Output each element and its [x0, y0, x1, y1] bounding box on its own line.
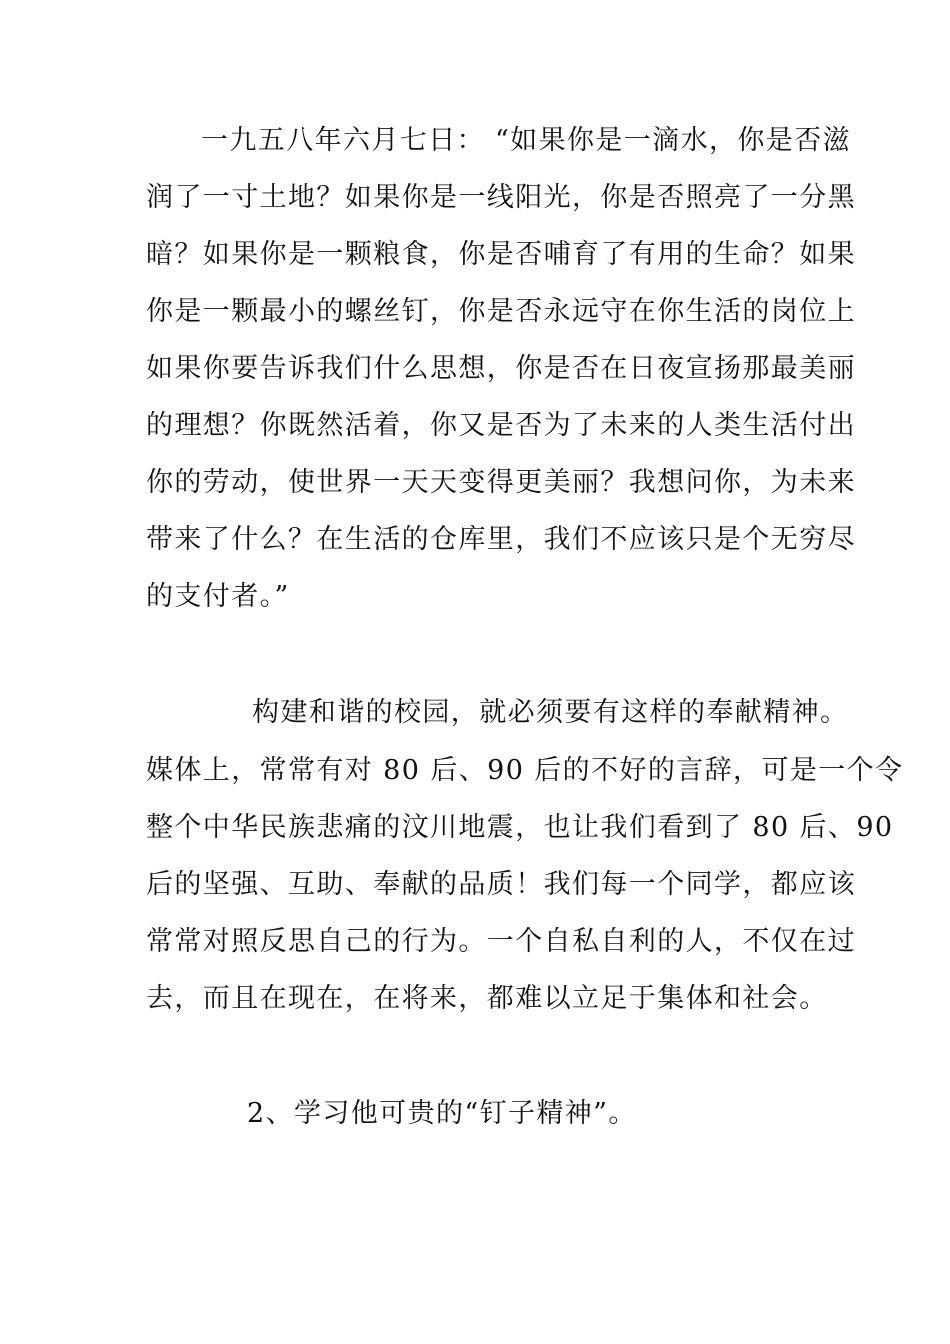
paragraph-1-line-3: 暗？如果你是一颗粮食，你是否哺育了有用的生命？如果	[146, 239, 856, 270]
paragraph-1-line-8: 带来了什么？在生活的仓库里，我们不应该只是个无穷尽	[146, 524, 856, 555]
paragraph-2-line-5: 常常对照反思自己的行为。一个自私自利的人，不仅在过	[146, 926, 856, 957]
paragraph-1-line-4: 你是一颗最小的螺丝钉，你是否永远守在你生活的岗位上	[146, 296, 856, 327]
paragraph-1-line-5: 如果你要告诉我们什么思想，你是否在日夜宣扬那最美丽	[146, 353, 856, 384]
paragraph-1-line-2: 润了一寸土地？如果你是一线阳光，你是否照亮了一分黑	[146, 182, 856, 213]
section-heading-2: 2、学习他可贵的“钉子精神”。	[247, 1098, 637, 1129]
paragraph-1-line-6: 的理想？你既然活着，你又是否为了未来的人类生活付出	[146, 410, 856, 441]
paragraph-1-line-7: 你的劳动，使世界一天天变得更美丽？我想问你，为未来	[146, 467, 856, 498]
paragraph-1-line-1: 一九五八年六月七日： “如果你是一滴水，你是否滋	[201, 125, 851, 156]
paragraph-2-line-3: 整个中华民族悲痛的汶川地震，也让我们看到了 80 后、90	[146, 812, 894, 843]
paragraph-2-line-4: 后的坚强、互助、奉献的品质！我们每一个同学，都应该	[146, 869, 856, 900]
paragraph-2-line-6: 去，而且在现在，在将来，都难以立足于集体和社会。	[146, 983, 828, 1014]
paragraph-1-line-9: 的支付者。”	[146, 581, 290, 612]
paragraph-2-line-1: 构建和谐的校园，就必须要有这样的奉献精神。	[252, 697, 849, 728]
paragraph-2-line-2: 媒体上，常常有对 80 后、90 后的不好的言辞，可是一个令	[146, 755, 904, 786]
